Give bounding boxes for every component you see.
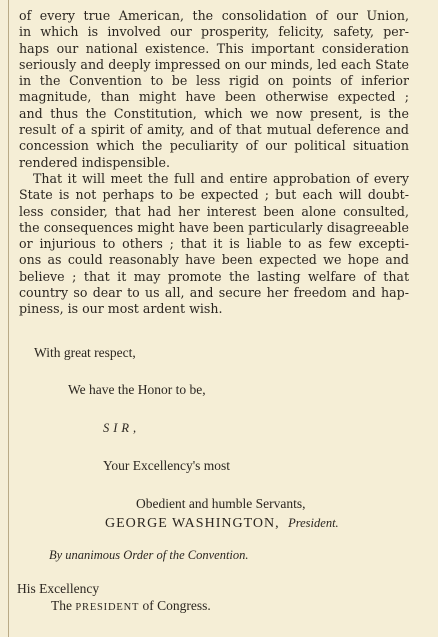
- signature-title: President.: [288, 516, 339, 530]
- text-line: country so dear to us all, and secure her freedom and hap-: [19, 285, 409, 301]
- text-line: seriously and deeply impressed on our minds, led each State: [19, 56, 409, 72]
- address-suffix: of Congress.: [142, 598, 211, 613]
- text-line: concession which the peculiarity of our political situation: [19, 138, 409, 154]
- text-line: That it will meet the full and entire approbation of every: [33, 170, 409, 186]
- text-line: less consider, that had her interest been alone consulted,: [19, 203, 409, 219]
- paragraph-1: [19, 8, 409, 171]
- text-line: result of a spirit of amity, and of that mutual deference and: [19, 122, 409, 138]
- text-line: in which is involved our prosperity, felicity, safety, per-: [19, 24, 409, 40]
- text-line: ons as could reasonably have been expected we hope and: [19, 252, 409, 268]
- signature-name: GEORGE WASHINGTON,: [105, 516, 280, 531]
- address-line-2: [51, 597, 211, 617]
- address-prefix: The: [51, 598, 72, 613]
- convention-order-line: By unanimous Order of the Convention.: [49, 548, 249, 562]
- address-line-1: His Excellency: [17, 581, 100, 596]
- text-line: of every true American, the consolidation of our Union,: [19, 8, 409, 23]
- text-line: rendered indispensible.: [19, 154, 170, 170]
- paragraph-2: [19, 171, 409, 318]
- closing-excellency-line: Your Excellency's most: [103, 458, 231, 473]
- text-line: or injurious to others ; that it is liable to as few excepti-: [19, 236, 409, 252]
- text-line: believe ; that it may promote the lasting welfare of that: [19, 268, 409, 284]
- closing-servants-line: Obedient and humble Servants,: [136, 496, 306, 511]
- text-line: haps our national existence. This important consideration: [19, 40, 409, 56]
- text-line: and thus the Constitution, which we now present, is the: [19, 105, 409, 121]
- text-line: the consequences might have been particularly disagreeable: [19, 219, 409, 235]
- signature: [105, 514, 339, 533]
- salutation-sir: SIR,: [103, 421, 141, 435]
- closing-greeting: With great respect,: [34, 345, 136, 360]
- text-line: in the Convention to be less rigid on points of inferior: [19, 73, 409, 89]
- text-line: piness, is our most ardent wish.: [19, 301, 223, 317]
- address-title: PRESIDENT: [75, 602, 140, 613]
- letter-body: [19, 8, 409, 318]
- text-line: magnitude, than might have been otherwise expected ;: [19, 89, 409, 105]
- closing-honor-line: We have the Honor to be,: [68, 382, 206, 397]
- page-edge-rule: [8, 0, 9, 637]
- text-line: State is not perhaps to be expected ; but each will doubt-: [19, 187, 409, 203]
